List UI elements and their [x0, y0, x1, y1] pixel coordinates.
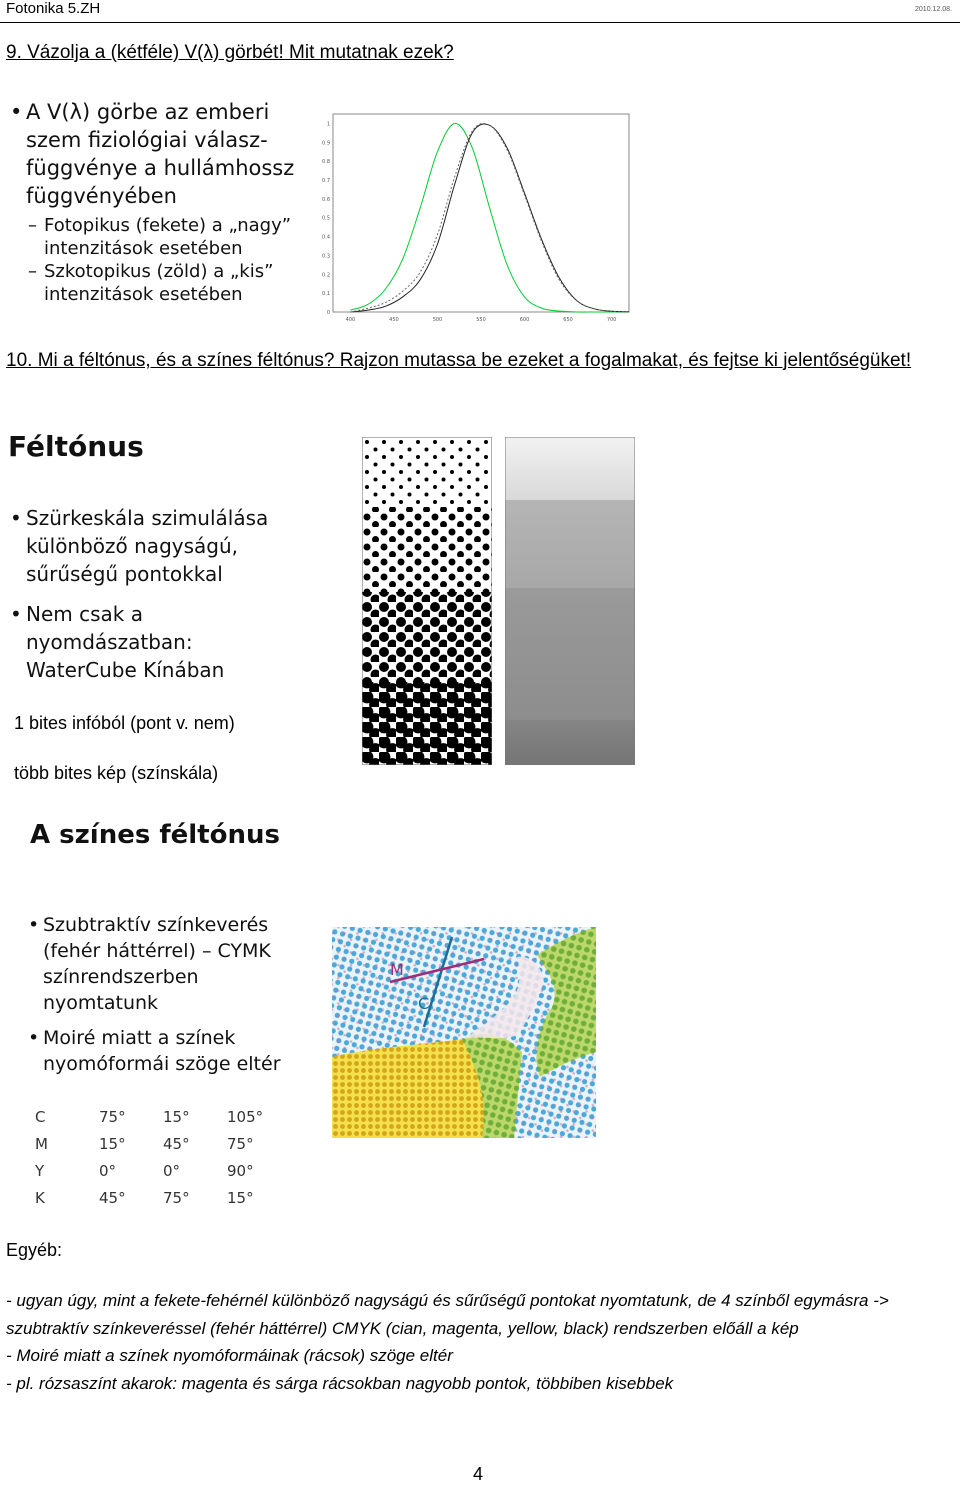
x-tick-label: 450	[389, 317, 399, 323]
table-cell: 15°	[99, 1134, 126, 1153]
cmyk-rosette-image	[332, 927, 596, 1138]
ch-b2-l1: Moiré miatt a színek	[43, 1027, 236, 1049]
other-heading: Egyéb:	[6, 1240, 63, 1260]
table-cell: K	[35, 1188, 45, 1207]
header-rule	[0, 22, 960, 23]
table-cell: 15°	[163, 1107, 190, 1126]
ch-b1-l4: nyomtatunk	[43, 992, 159, 1014]
y-tick-label: 0	[326, 310, 330, 316]
other-line-3: - Moiré miatt a színek nyomóformáinak (rácsok) szöge eltér	[6, 1346, 453, 1365]
slide1-sub1-line1: Fotopikus (fekete) a „nagy”	[44, 215, 292, 236]
table-row	[34, 1130, 278, 1157]
table-cell: 75°	[227, 1134, 254, 1153]
table-cell: C	[35, 1107, 46, 1126]
other-line-1: - ugyan úgy, mint a fekete-fehérnél különböző nagyságú és sűrűségű pontokat nyomtatunk, de 4 színből egymásra ->	[6, 1291, 889, 1310]
halftone-b2-l2: nyomdászatban:	[26, 630, 193, 654]
label-m: M	[390, 960, 404, 979]
y-tick-label: 0.8	[322, 159, 330, 166]
y-tick-label: 0.1	[322, 291, 330, 298]
ch-b1-l3: színrendszerben	[43, 966, 199, 988]
table-row	[34, 1103, 278, 1130]
x-tick-label: 650	[563, 317, 573, 323]
table-cell: 45°	[99, 1188, 126, 1207]
other-body	[6, 1287, 956, 1397]
table-row	[34, 1184, 278, 1211]
y-tick-label: 0.9	[322, 140, 330, 147]
y-tick-label: 0.6	[322, 196, 330, 203]
y-tick-label: 1	[326, 121, 330, 128]
grayscale-steps-image	[505, 437, 635, 765]
halftone-note-1bit: 1 bites infóból (pont v. nem)	[14, 713, 235, 733]
plot-frame	[333, 114, 629, 312]
x-tick-label: 600	[519, 317, 530, 323]
slide1-line-4: függvényében	[26, 184, 177, 208]
doc-date: 2010.12.08.	[915, 6, 952, 13]
table-cell: 90°	[227, 1161, 254, 1180]
doc-title: Fotonika 5.ZH	[6, 0, 101, 17]
table-cell: 15°	[227, 1188, 254, 1207]
y-tick-label: 0.2	[322, 272, 330, 279]
halftone-note-multibit: több bites kép (színskála)	[14, 763, 219, 783]
slide1-line-2: szem fiziológiai válasz-	[26, 128, 268, 152]
ch-b1-l2: (fehér háttérrel) – CYMK	[43, 940, 271, 962]
x-tick-label: 550	[476, 317, 486, 323]
slide1-line-3: függvénye a hullámhossz	[26, 156, 295, 180]
y-tick-label: 0.4	[322, 234, 330, 241]
ch-b1-l1: Szubtraktív színkeverés	[43, 914, 269, 936]
question-10: 10. Mi a féltónus, és a színes féltónus? Rajzon mutassa be ezeket a fogalmakat, és fejtse ki jelentőségüket!	[6, 350, 912, 371]
halftone-title: Féltónus	[8, 430, 144, 463]
label-c: C	[418, 994, 430, 1013]
y-tick-label: 0.5	[322, 215, 330, 222]
halftone-b2-l1: Nem csak a	[26, 602, 143, 626]
halftone-bullets: • Szürkeskála szimulálása különböző nagyságú, sűrűségű pontokkal • Nem csak a nyomdászatban: WaterCube Kínában	[10, 504, 310, 684]
halftone-b1-l2: különböző nagyságú,	[26, 534, 239, 558]
page-number: 4	[473, 1464, 484, 1484]
x-tick-label: 700	[606, 317, 617, 323]
table-cell: M	[35, 1134, 48, 1153]
table-cell: 105°	[227, 1107, 264, 1126]
table-cell: 0°	[163, 1161, 181, 1180]
slide1-sub2-line1: Szkotopikus (zöld) a „kis”	[44, 261, 274, 282]
other-line-4: - pl. rózsaszínt akarok: magenta és sárga rácsokban nagyobb pontok, többiben kisebbek	[6, 1373, 674, 1393]
x-tick-label: 500	[432, 317, 443, 323]
y-tick-label: 0.7	[322, 178, 330, 184]
other-line-2: szubtraktív színkeveréssel (fehér háttérrel) CMYK (cian, magenta, yellow, black) rendszerben előáll a kép	[6, 1318, 799, 1338]
halftone-b1-l3: sűrűségű pontokkal	[26, 562, 223, 586]
slide1-line-1: A V(λ) görbe az emberi	[26, 100, 270, 124]
screen-angle-table	[34, 1103, 278, 1211]
vlambda-chart	[318, 106, 636, 324]
ch-b2-l2: nyomóformái szöge eltér	[43, 1053, 281, 1075]
table-cell: Y	[35, 1161, 45, 1180]
slide1-sub1-line2: intenzitások esetében	[44, 238, 243, 259]
halftone-dots-image	[362, 437, 492, 765]
table-cell: 45°	[163, 1134, 190, 1153]
table-cell: 75°	[99, 1107, 126, 1126]
question-9: 9. Vázolja a (kétféle) V(λ) görbét! Mit mutatnak ezek?	[6, 42, 454, 63]
color-halftone-title: A színes féltónus	[30, 820, 281, 850]
halftone-b1-l1: Szürkeskála szimulálása	[26, 506, 269, 530]
table-cell: 75°	[163, 1188, 190, 1207]
x-tick-label: 400	[345, 317, 356, 323]
halftone-b2-l3: WaterCube Kínában	[26, 658, 225, 682]
table-cell: 0°	[99, 1161, 117, 1180]
slide1-sub2-line2: intenzitások esetében	[44, 284, 243, 305]
color-halftone-bullets: • Szubtraktív színkeverés (fehér háttérrel) – CYMK színrendszerben nyomtatunk • Moiré miatt a színek nyomóformái szöge eltér	[28, 912, 328, 1077]
vlambda-slide-text: • A V(λ) görbe az emberi szem fiziológiai válasz- függvénye a hullámhossz függvényében – Fotopikus (fekete) a „nagy” intenzitások esetében – Szkotopikus (zöld) a „kis” intenzitások esetében	[8, 98, 308, 306]
y-tick-label: 0.3	[322, 253, 330, 260]
table-row	[34, 1157, 278, 1184]
